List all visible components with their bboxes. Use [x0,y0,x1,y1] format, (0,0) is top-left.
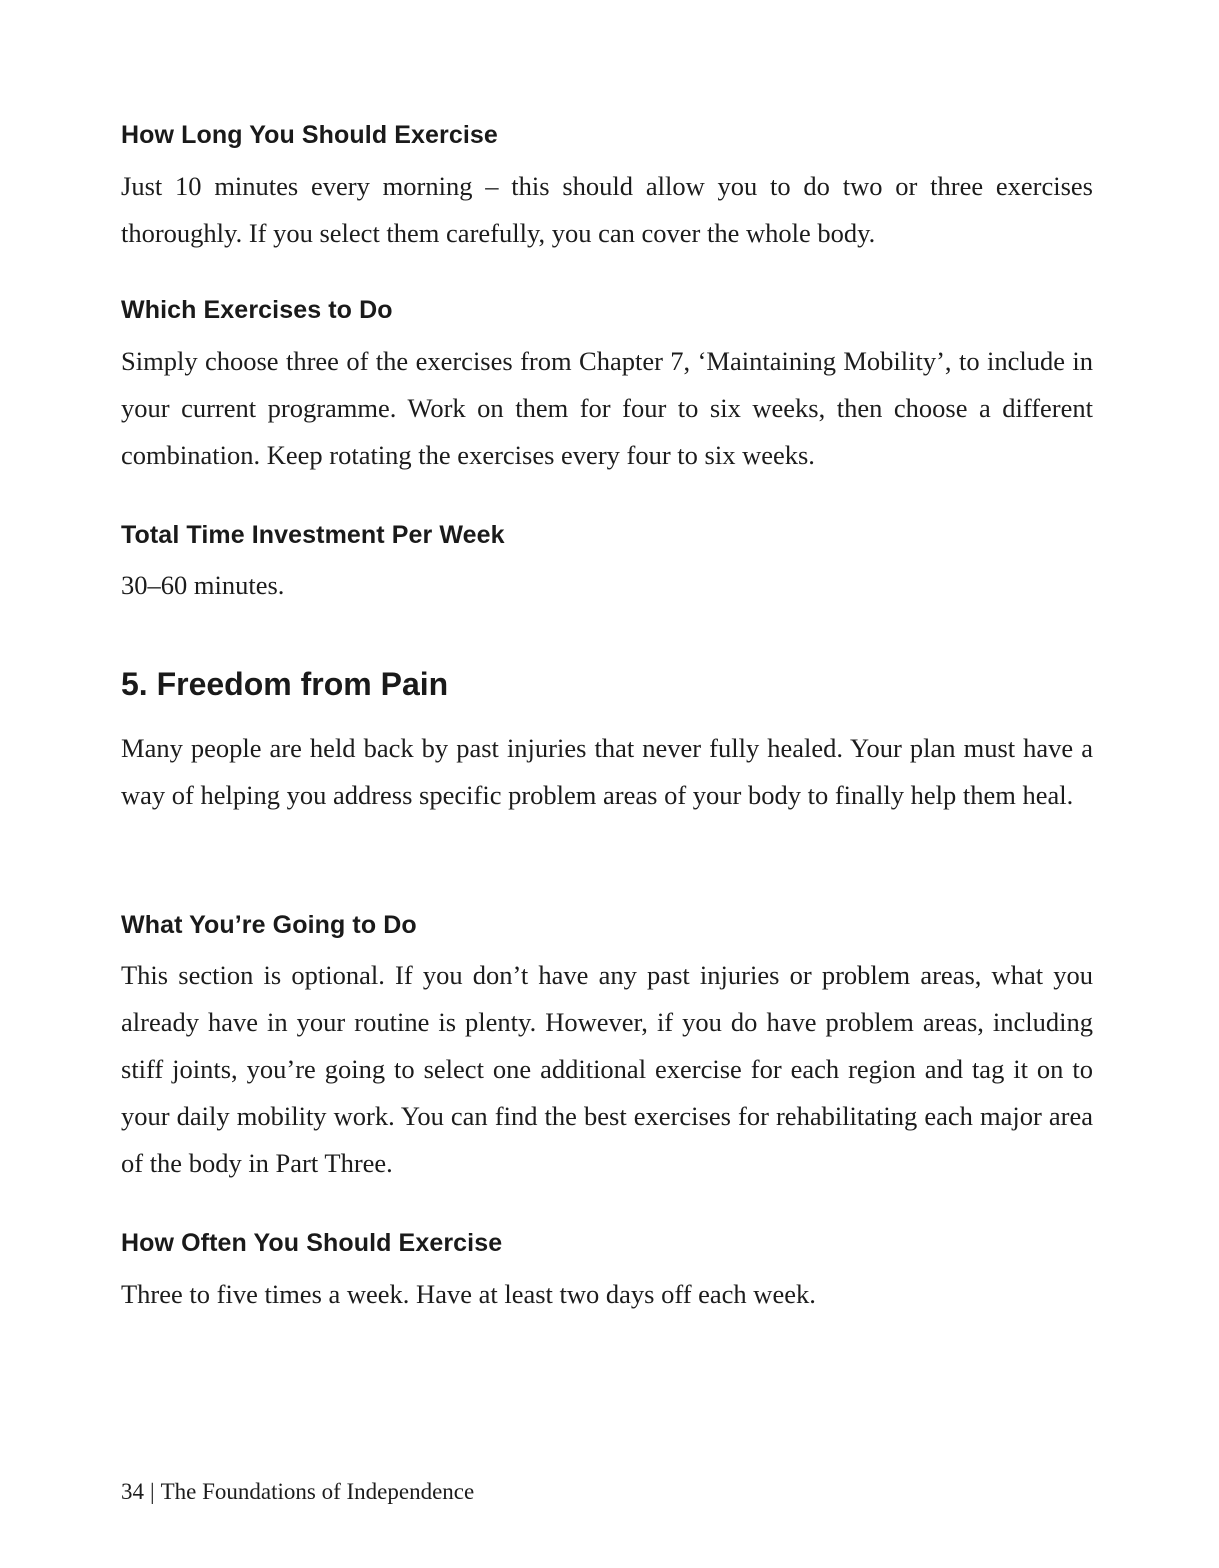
paragraph-how-often: Three to five times a week. Have at least two days off each week. [121,1279,816,1309]
heading-what-youre-going-to-do: What You’re Going to Do [121,911,417,939]
heading-how-long: How Long You Should Exercise [121,121,498,149]
footer-separator: | [150,1479,155,1504]
paragraph-what-youre-going-to-do: This section is optional. If you don’t have any past injuries or problem areas, what you already have in your routine is plenty. However, if you do have problem areas, including stiff joints, you’re going to select one additional exercise for each region and tag it on to your daily mobility work. You can find the best exercises for rehabilitating each major area of the body in Part Three. [121,960,1093,1178]
paragraph-which-exercises: Simply choose three of the exercises from Chapter 7, ‘Maintaining Mobility’, to include in your current programme. Work on them for four to six weeks, then choose a different combination. Keep rotating the exercises every four to six weeks. [121,346,1093,470]
paragraph-total-time: 30–60 minutes. [121,570,285,600]
section-title-freedom-from-pain: 5. Freedom from Pain [121,666,449,702]
paragraph-freedom-intro: Many people are held back by past injuries that never fully healed. Your plan must have a way of helping you address specific problem areas of your body to finally help them heal. [121,733,1093,810]
page-footer [121,1477,474,1507]
footer-book-part: The Foundations of Independence [160,1479,475,1504]
heading-which-exercises: Which Exercises to Do [121,296,393,324]
heading-total-time: Total Time Investment Per Week [121,521,505,549]
paragraph-how-long: Just 10 minutes every morning – this should allow you to do two or three exercises thoroughly. If you select them carefully, you can cover the whole body. [121,171,1093,248]
page-number: 34 [121,1479,144,1504]
heading-how-often: How Often You Should Exercise [121,1229,503,1257]
